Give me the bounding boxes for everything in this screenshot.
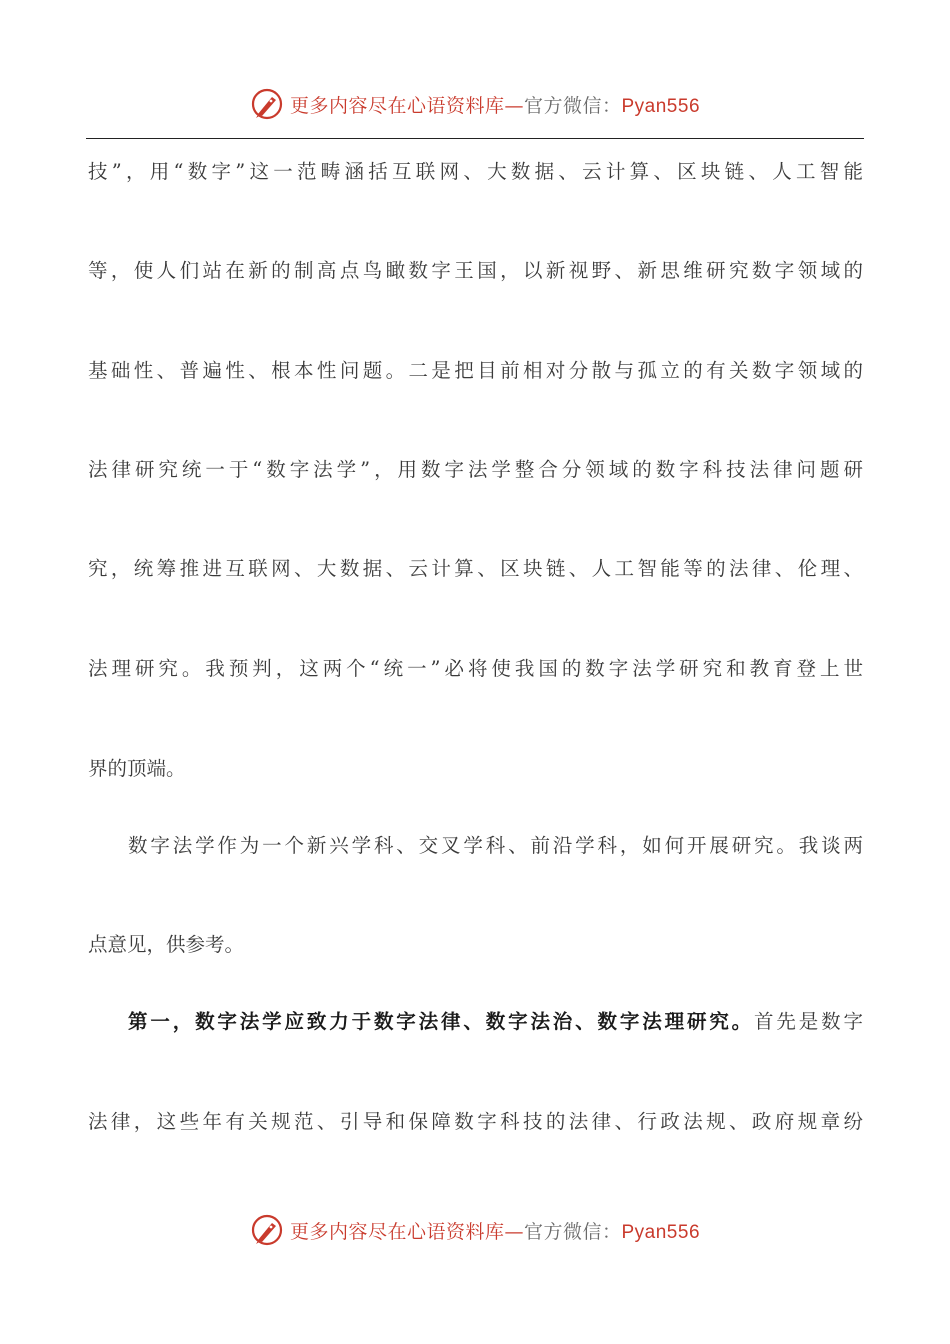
footer-banner-wechat: Pyan556 xyxy=(621,1221,701,1243)
footer-banner xyxy=(0,1210,950,1250)
footer-banner-main: 更多内容尽在心语资料库 xyxy=(289,1220,505,1243)
header-banner-main: 更多内容尽在心语资料库 xyxy=(289,94,505,117)
footer-banner-official: 官方微信： xyxy=(523,1220,622,1243)
point-heading-rest: 首先是数字 xyxy=(754,1010,863,1033)
footer-banner-dash: — xyxy=(504,1220,524,1243)
body-line-10 xyxy=(128,1008,863,1036)
body-line-7: 界的顶端。 xyxy=(88,757,186,780)
footer-banner-text xyxy=(290,1217,700,1244)
pen-nib-circle-icon xyxy=(250,1213,284,1247)
body-line-3: 基础性、普遍性、根本性问题。二是把目前相对分散与孤立的有关数字领域的 xyxy=(88,359,863,382)
header-banner-dash: — xyxy=(504,94,524,117)
body-line-9: 点意见，供参考。 xyxy=(88,933,245,956)
pen-nib-circle-icon xyxy=(250,87,284,121)
body-line-2: 等，使人们站在新的制高点鸟瞰数字王国，以新视野、新思维研究数字领域的 xyxy=(88,259,863,282)
body-line-6: 法理研究。我预判，这两个“统一”必将使我国的数字法学研究和教育登上世 xyxy=(88,657,863,680)
header-banner xyxy=(0,84,950,124)
body-line-4: 法律研究统一于“数字法学”，用数字法学整合分领域的数字科技法律问题研 xyxy=(88,458,863,481)
header-banner-wechat: Pyan556 xyxy=(621,95,701,117)
header-banner-text xyxy=(290,91,700,118)
header-divider xyxy=(86,138,864,139)
point-heading-bold: 第一，数字法学应致力于数字法律、数字法治、数字法理研究。 xyxy=(128,1010,755,1033)
body-line-8: 数字法学作为一个新兴学科、交叉学科、前沿学科，如何开展研究。我谈两 xyxy=(128,834,863,857)
body-line-5: 究，统筹推进互联网、大数据、云计算、区块链、人工智能等的法律、伦理、 xyxy=(88,557,863,580)
body-line-1: 技”，用“数字”这一范畴涵括互联网、大数据、云计算、区块链、人工智能 xyxy=(88,160,863,183)
body-line-11: 法律，这些年有关规范、引导和保障数字科技的法律、行政法规、政府规章纷 xyxy=(88,1110,863,1133)
header-banner-official: 官方微信： xyxy=(523,94,622,117)
